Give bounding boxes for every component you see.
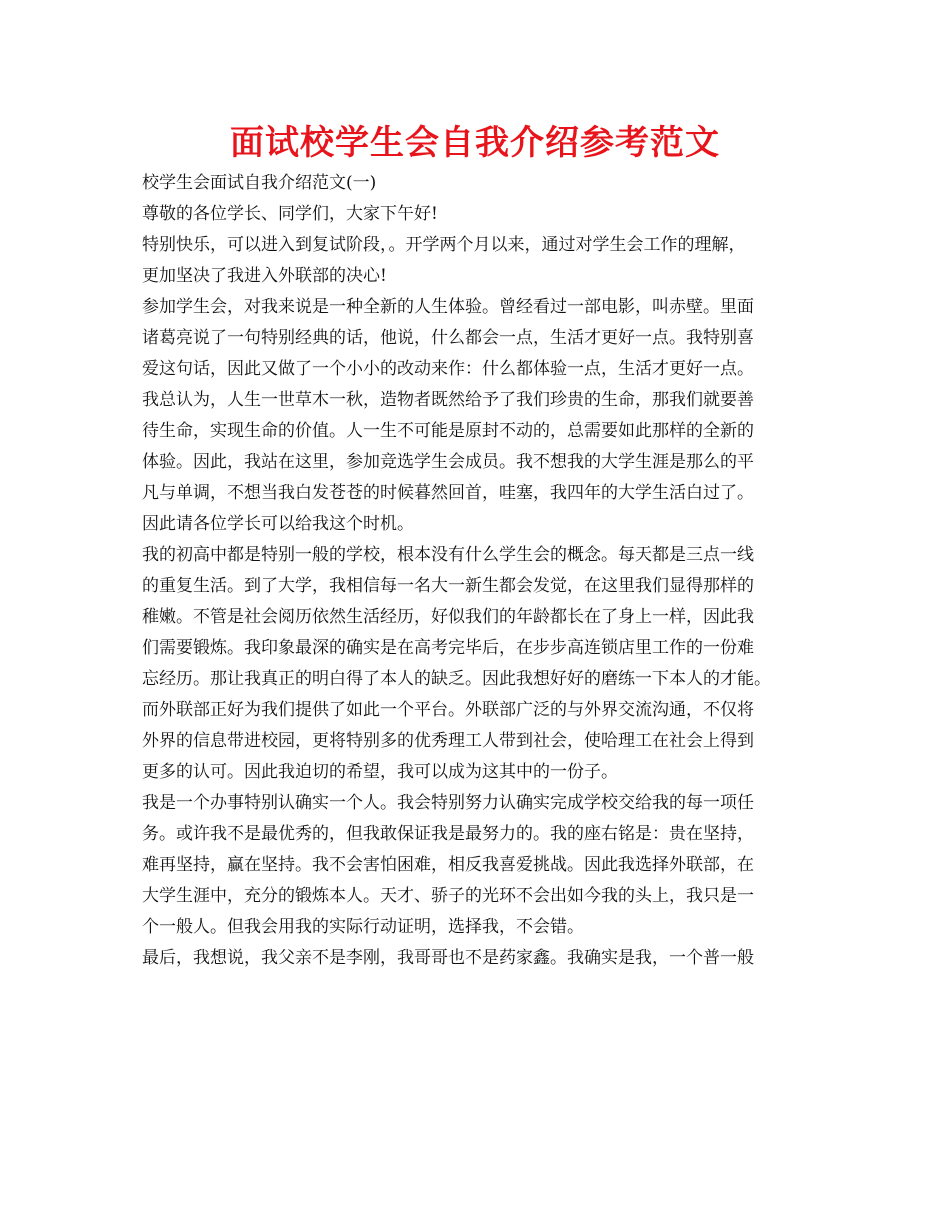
document-title: 面试校学生会自我介绍参考范文 — [230, 123, 720, 163]
body-line: 参加学生会，对我来说是一种全新的人生体验。曾经看过一部电影，叫赤壁。里面 — [142, 297, 754, 317]
body-line: 外界的信息带进校园，更将特别多的优秀理工人带到社会，使哈理工在社会上得到 — [142, 731, 754, 751]
body-line: 因此请各位学长可以给我这个时机。 — [142, 514, 414, 534]
document-body — [142, 168, 832, 974]
body-line: 最后，我想说，我父亲不是李刚，我哥哥也不是药家鑫。我确实是我，一个普一般 — [142, 948, 754, 968]
body-line: 爱这句话，因此又做了一个小小的改动来作：什么都体验一点，生活才更好一点。 — [142, 359, 754, 379]
body-line: 难再坚持，赢在坚持。我不会害怕困难，相反我喜爱挑战。因此我选择外联部，在 — [142, 855, 754, 875]
body-line: 特别快乐，可以进入到复试阶段，。开学两个月以来，通过对学生会工作的理解， — [142, 235, 746, 255]
body-line: 体验。因此，我站在这里，参加竞选学生会成员。我不想我的大学生涯是那么的平 — [142, 452, 754, 472]
body-line: 更多的认可。因此我迫切的希望，我可以成为这其中的一份子。 — [142, 762, 618, 782]
body-line: 而外联部正好为我们提供了如此一个平台。外联部广泛的与外界交流沟通，不仅将 — [142, 700, 754, 720]
body-line: 大学生涯中，充分的锻炼本人。天才、骄子的光环不会出如今我的头上，我只是一 — [142, 886, 754, 906]
body-line: 待生命，实现生命的价值。人一生不可能是原封不动的，总需要如此那样的全新的 — [142, 421, 754, 441]
body-line: 我总认为，人生一世草木一秋，造物者既然给予了我们珍贵的生命，那我们就要善 — [142, 390, 754, 410]
body-line: 尊敬的各位学长、同学们，大家下午好! — [142, 204, 438, 224]
body-line: 们需要锻炼。我印象最深的确实是在高考完毕后，在步步高连锁店里工作的一份难 — [142, 638, 754, 658]
body-line: 诸葛亮说了一句特别经典的话，他说，什么都会一点，生活才更好一点。我特别喜 — [142, 328, 754, 348]
body-line: 的重复生活。到了大学，我相信每一名大一新生都会发觉，在这里我们显得那样的 — [142, 576, 754, 596]
body-line: 更加坚决了我进入外联部的决心! — [142, 266, 387, 286]
body-line: 个一般人。但我会用我的实际行动证明，选择我，不会错。 — [142, 917, 584, 937]
body-line: 务。或许我不是最优秀的，但我敢保证我是最努力的。我的座右铭是：贵在坚持， — [142, 824, 754, 844]
body-line: 我是一个办事特别认确实一个人。我会特别努力认确实完成学校交给我的每一项任 — [142, 793, 754, 813]
body-line: 校学生会面试自我介绍范文(一) — [142, 173, 377, 193]
body-line: 我的初高中都是特别一般的学校，根本没有什么学生会的概念。每天都是三点一线 — [142, 545, 754, 565]
body-line: 忘经历。那让我真正的明白得了本人的缺乏。因此我想好好的磨练一下本人的才能。 — [142, 669, 771, 689]
body-line: 凡与单调，不想当我白发苍苍的时候暮然回首，哇塞，我四年的大学生活白过了。 — [142, 483, 754, 503]
body-line: 稚嫩。不管是社会阅历依然生活经历，好似我们的年龄都长在了身上一样，因此我 — [142, 607, 754, 627]
